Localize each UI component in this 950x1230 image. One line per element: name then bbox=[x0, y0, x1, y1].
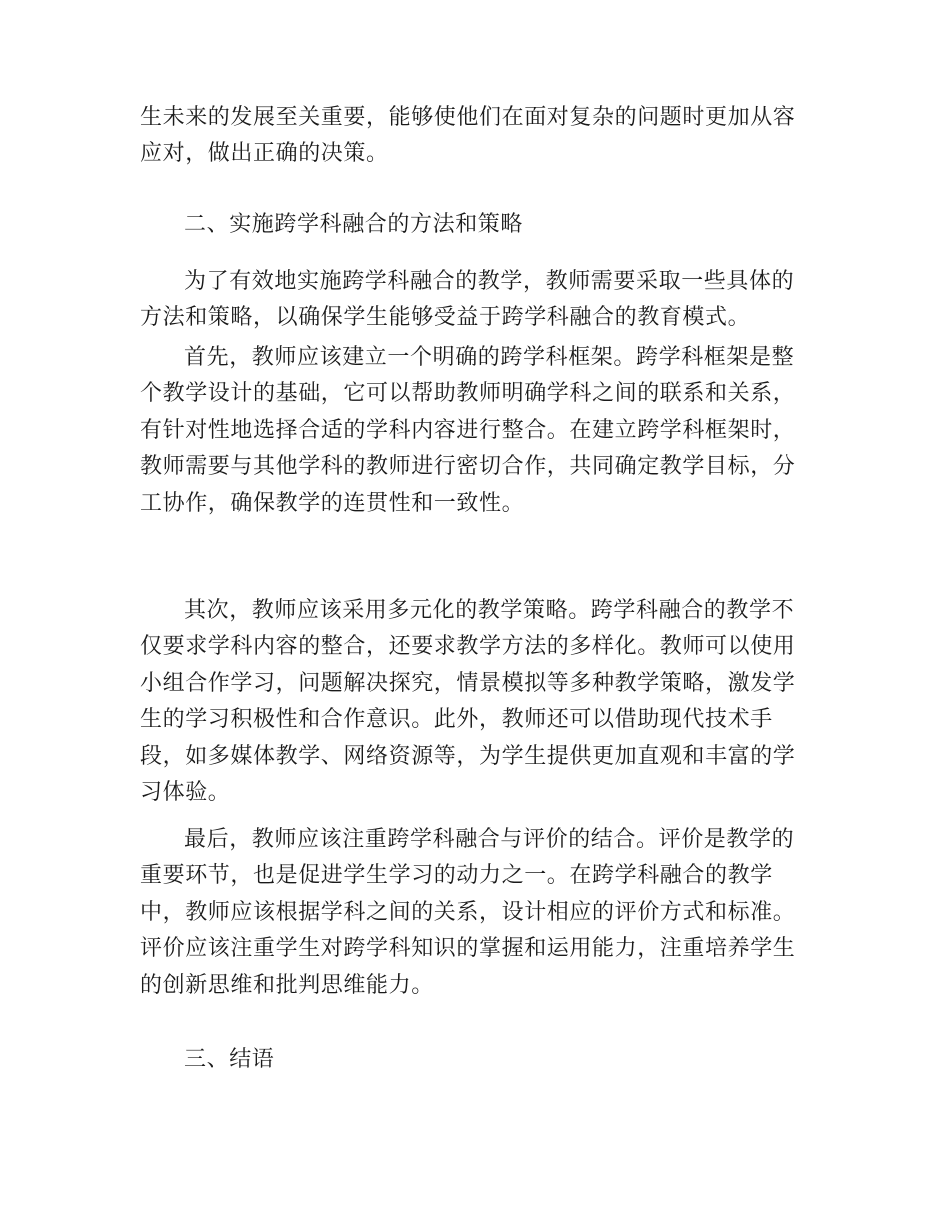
section-heading-methods bbox=[140, 207, 812, 243]
section-heading-text: 三、结语 bbox=[184, 1047, 275, 1072]
paragraph-text: 其次，教师应该采用多元化的教学策略。跨学科融合的教学不仅要求学科内容的整合，还要求教学方法的多样化。教师可以使用小组合作学习，问题解决探究，情景模拟等多种教学策略，激发学生的学习积极性和合作意识。此外，教师还可以借助现代技术手段，如多媒体教学、网络资源等，为学生提供更加直观和丰富的学习体验。 bbox=[140, 598, 796, 806]
section-heading-text: 二、实施跨学科融合的方法和策略 bbox=[184, 212, 524, 237]
paragraph-text: 首先，教师应该建立一个明确的跨学科框架。跨学科框架是整个教学设计的基础，它可以帮助教师明确学科之间的联系和关系，有针对性地选择合适的学科内容进行整合。在建立跨学科框架时，教师需要与其他学科的教师进行密切合作，共同确定教学目标，分工协作，确保教学的连贯性和一致性。 bbox=[140, 345, 796, 516]
paragraph-intro bbox=[140, 264, 812, 337]
paragraph-last bbox=[140, 822, 812, 1004]
continuation-paragraph bbox=[140, 100, 812, 173]
paragraph-second bbox=[140, 593, 812, 811]
paragraph-first bbox=[140, 340, 812, 522]
section-heading-conclusion bbox=[140, 1042, 812, 1078]
paragraph-text: 生未来的发展至关重要，能够使他们在面对复杂的问题时更加从容应对，做出正确的决策。 bbox=[140, 105, 796, 167]
paragraph-text: 为了有效地实施跨学科融合的教学，教师需要采取一些具体的方法和策略，以确保学生能够受益于跨学科融合的教育模式。 bbox=[140, 269, 795, 331]
paragraph-text: 最后，教师应该注重跨学科融合与评价的结合。评价是教学的重要环节，也是促进学生学习的动力之一。在跨学科融合的教学中，教师应该根据学科之间的关系，设计相应的评价方式和标准。评价应该注重学生对跨学科知识的掌握和运用能力，注重培养学生的创新思维和批判思维能力。 bbox=[140, 827, 796, 998]
